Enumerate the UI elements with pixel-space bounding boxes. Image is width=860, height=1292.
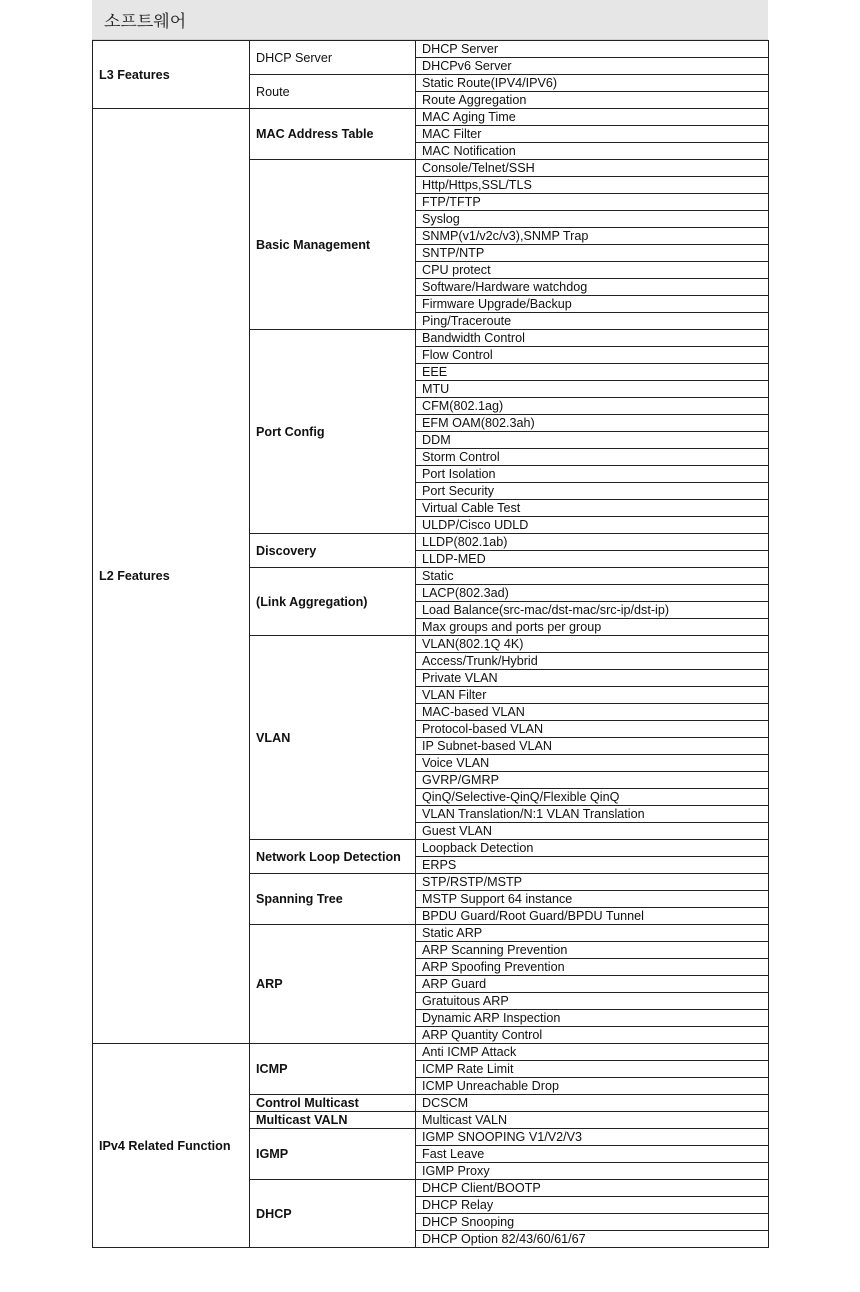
- section-header: [92, 0, 768, 40]
- feature-group-cell: ARP: [250, 925, 416, 1044]
- feature-item-cell: BPDU Guard/Root Guard/BPDU Tunnel: [416, 908, 769, 925]
- feature-item-cell: Virtual Cable Test: [416, 500, 769, 517]
- feature-item-cell: VLAN Filter: [416, 687, 769, 704]
- feature-item-cell: IP Subnet-based VLAN: [416, 738, 769, 755]
- feature-item-cell: Port Security: [416, 483, 769, 500]
- feature-group-cell: Multicast VALN: [250, 1112, 416, 1129]
- feature-item-cell: Anti ICMP Attack: [416, 1044, 769, 1061]
- feature-item-cell: Syslog: [416, 211, 769, 228]
- feature-item-cell: Ping/Traceroute: [416, 313, 769, 330]
- feature-item-cell: ERPS: [416, 857, 769, 874]
- feature-group-cell: Network Loop Detection: [250, 840, 416, 874]
- feature-item-cell: CPU protect: [416, 262, 769, 279]
- feature-group-cell: Discovery: [250, 534, 416, 568]
- feature-item-cell: Multicast VALN: [416, 1112, 769, 1129]
- feature-item-cell: LLDP(802.1ab): [416, 534, 769, 551]
- feature-item-cell: ULDP/Cisco UDLD: [416, 517, 769, 534]
- feature-item-cell: ICMP Rate Limit: [416, 1061, 769, 1078]
- table-row: [93, 1044, 769, 1061]
- spec-table-body: [93, 41, 769, 1248]
- category-cell: L2 Features: [93, 109, 250, 1044]
- feature-item-cell: MAC Aging Time: [416, 109, 769, 126]
- feature-item-cell: Bandwidth Control: [416, 330, 769, 347]
- feature-item-cell: MTU: [416, 381, 769, 398]
- feature-item-cell: Storm Control: [416, 449, 769, 466]
- feature-item-cell: Firmware Upgrade/Backup: [416, 296, 769, 313]
- feature-item-cell: VLAN Translation/N:1 VLAN Translation: [416, 806, 769, 823]
- feature-group-cell: Port Config: [250, 330, 416, 534]
- category-cell: L3 Features: [93, 41, 250, 109]
- feature-group-cell: VLAN: [250, 636, 416, 840]
- feature-item-cell: EEE: [416, 364, 769, 381]
- feature-item-cell: DCSCM: [416, 1095, 769, 1112]
- feature-item-cell: MAC Notification: [416, 143, 769, 160]
- feature-item-cell: Dynamic ARP Inspection: [416, 1010, 769, 1027]
- feature-item-cell: Max groups and ports per group: [416, 619, 769, 636]
- table-row: [93, 41, 769, 58]
- feature-item-cell: Access/Trunk/Hybrid: [416, 653, 769, 670]
- feature-item-cell: LLDP-MED: [416, 551, 769, 568]
- section-title: 소프트웨어: [104, 12, 187, 32]
- feature-item-cell: Flow Control: [416, 347, 769, 364]
- feature-item-cell: Port Isolation: [416, 466, 769, 483]
- feature-group-cell: MAC Address Table: [250, 109, 416, 160]
- feature-item-cell: Protocol-based VLAN: [416, 721, 769, 738]
- feature-item-cell: MAC Filter: [416, 126, 769, 143]
- feature-item-cell: Static Route(IPV4/IPV6): [416, 75, 769, 92]
- software-spec-table: [92, 40, 769, 1248]
- feature-item-cell: Voice VLAN: [416, 755, 769, 772]
- feature-item-cell: Console/Telnet/SSH: [416, 160, 769, 177]
- feature-group-cell: DHCP: [250, 1180, 416, 1248]
- feature-item-cell: DHCP Server: [416, 41, 769, 58]
- feature-item-cell: DHCPv6 Server: [416, 58, 769, 75]
- feature-item-cell: DDM: [416, 432, 769, 449]
- feature-item-cell: GVRP/GMRP: [416, 772, 769, 789]
- feature-item-cell: ARP Guard: [416, 976, 769, 993]
- feature-item-cell: MSTP Support 64 instance: [416, 891, 769, 908]
- feature-group-cell: ICMP: [250, 1044, 416, 1095]
- feature-item-cell: Guest VLAN: [416, 823, 769, 840]
- feature-item-cell: Static ARP: [416, 925, 769, 942]
- feature-item-cell: Gratuitous ARP: [416, 993, 769, 1010]
- feature-item-cell: ICMP Unreachable Drop: [416, 1078, 769, 1095]
- feature-item-cell: Route Aggregation: [416, 92, 769, 109]
- feature-item-cell: Static: [416, 568, 769, 585]
- feature-item-cell: QinQ/Selective-QinQ/Flexible QinQ: [416, 789, 769, 806]
- feature-item-cell: ARP Spoofing Prevention: [416, 959, 769, 976]
- feature-item-cell: SNTP/NTP: [416, 245, 769, 262]
- feature-item-cell: DHCP Relay: [416, 1197, 769, 1214]
- feature-group-cell: Spanning Tree: [250, 874, 416, 925]
- feature-item-cell: EFM OAM(802.3ah): [416, 415, 769, 432]
- feature-item-cell: DHCP Option 82/43/60/61/67: [416, 1231, 769, 1248]
- feature-item-cell: Http/Https,SSL/TLS: [416, 177, 769, 194]
- feature-item-cell: DHCP Client/BOOTP: [416, 1180, 769, 1197]
- feature-item-cell: CFM(802.1ag): [416, 398, 769, 415]
- feature-item-cell: FTP/TFTP: [416, 194, 769, 211]
- feature-group-cell: Basic Management: [250, 160, 416, 330]
- feature-item-cell: IGMP SNOOPING V1/V2/V3: [416, 1129, 769, 1146]
- feature-item-cell: DHCP Snooping: [416, 1214, 769, 1231]
- feature-item-cell: ARP Scanning Prevention: [416, 942, 769, 959]
- feature-group-cell: IGMP: [250, 1129, 416, 1180]
- spec-page: [92, 0, 768, 1248]
- feature-group-cell: Route: [250, 75, 416, 109]
- feature-item-cell: VLAN(802.1Q 4K): [416, 636, 769, 653]
- feature-item-cell: Software/Hardware watchdog: [416, 279, 769, 296]
- feature-item-cell: Loopback Detection: [416, 840, 769, 857]
- feature-item-cell: MAC-based VLAN: [416, 704, 769, 721]
- feature-item-cell: STP/RSTP/MSTP: [416, 874, 769, 891]
- feature-item-cell: LACP(802.3ad): [416, 585, 769, 602]
- feature-group-cell: (Link Aggregation): [250, 568, 416, 636]
- feature-item-cell: Load Balance(src-mac/dst-mac/src-ip/dst-ip): [416, 602, 769, 619]
- table-row: [93, 109, 769, 126]
- feature-item-cell: Fast Leave: [416, 1146, 769, 1163]
- feature-item-cell: ARP Quantity Control: [416, 1027, 769, 1044]
- feature-item-cell: Private VLAN: [416, 670, 769, 687]
- category-cell: IPv4 Related Function: [93, 1044, 250, 1248]
- feature-item-cell: IGMP Proxy: [416, 1163, 769, 1180]
- feature-item-cell: SNMP(v1/v2c/v3),SNMP Trap: [416, 228, 769, 245]
- feature-group-cell: DHCP Server: [250, 41, 416, 75]
- feature-group-cell: Control Multicast: [250, 1095, 416, 1112]
